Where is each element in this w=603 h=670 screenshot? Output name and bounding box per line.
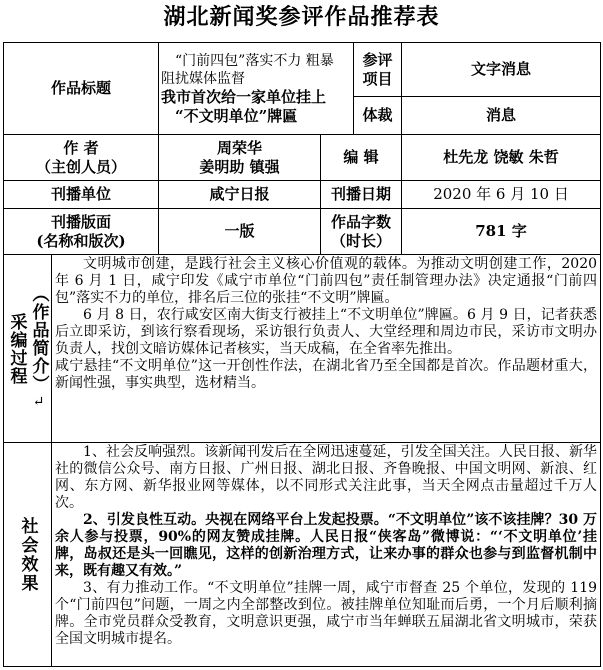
author-value-line2: 姜明助 镇强	[199, 157, 280, 176]
genre-value: 消息	[402, 97, 601, 135]
author-value	[159, 135, 321, 181]
intro-paragraph-1: 文明城市创建，是践行社会主义核心价值观的载体。为推动文明创建工作，2020 年 6 月 1 日，咸宁印发《咸宁市单位“门前四包”责任制管理办法》决定通报“门前四包”落实不力的单位，排名后三位的张挂“不文明”牌匾。	[55, 256, 598, 306]
publisher-label: 刊播单位	[4, 181, 159, 209]
entry-item-value: 文字消息	[402, 43, 601, 97]
edition-label-line2: (名称和版次)	[36, 231, 126, 250]
word-count-label-line2: （时长）	[331, 231, 392, 250]
word-count-label	[321, 209, 402, 255]
word-count-value: 781 字	[402, 209, 601, 255]
work-title-label: 作品标题	[4, 43, 159, 135]
effect-label-text: 社会效果	[17, 516, 38, 593]
return-mark-icon: ↵	[32, 394, 45, 410]
row-edition	[4, 209, 601, 255]
pub-date-label: 刊播日期	[321, 181, 402, 209]
author-label-line2: （主创人员）	[36, 157, 127, 176]
work-title-line3: 我市首次给一家单位挂上	[161, 87, 327, 106]
author-label-line1: 作 者	[63, 138, 99, 157]
editor-value: 杜先龙 饶敏 朱哲	[402, 135, 601, 181]
recommendation-form	[3, 42, 601, 667]
effect-content	[52, 443, 601, 667]
row-effect	[4, 443, 601, 667]
work-title-value	[159, 43, 354, 135]
intro-content	[52, 255, 601, 443]
page-title: 湖北新闻奖参评作品推荐表	[163, 4, 440, 30]
editor-label: 编 辑	[321, 135, 402, 181]
effect-paragraph-3: 3、有力推动工作。“不文明单位”挂牌一周，咸宁市督查 25 个单位，发现的 119 个“门前四包”问题，一周之内全部整改到位。被挂牌单位知耻而后勇，一个月后顺利摘牌。全市党员群众受教育，文明意识更强，咸宁市当年蝉联五届湖北省文明城市，荣获全国文明城市提名。	[55, 580, 598, 647]
effect-paragraph-1: 1、社会反响强烈。该新闻刊发后在全网迅速蔓延，引发全国关注。人民日报、新华社的微信公众号、南方日报、广州日报、湖北日报、齐鲁晚报、中国文明网、新浪、红网、东方网、新华报业网等媒体，以不同形式关注此事，当天全网点击量超过千万人次。	[55, 444, 598, 511]
intro-label-b: （作品简介）	[28, 285, 49, 393]
row-intro	[4, 255, 601, 443]
word-count-label-line1: 作品字数	[331, 212, 392, 231]
edition-value: 一版	[159, 209, 321, 255]
effect-paragraph-2: 2、引发良性互动。央视在网络平台上发起投票。“不文明单位”该不该挂牌？30 万余人参与投票，90%的网友赞成挂牌。人民日报“侠客岛”微博说：“‘不文明单位’挂牌，岛叔还是头一回瞧见，这样的创新治理方式，让来办事的群众也参与到监督机制中来，既有趣又有效。”	[55, 512, 598, 579]
row-publisher	[4, 181, 601, 209]
effect-label	[4, 443, 52, 667]
author-value-line1: 周荣华	[217, 138, 263, 157]
edition-label	[4, 209, 159, 255]
work-title-line4: “不文明单位”牌匾	[175, 106, 298, 125]
genre-label: 体裁	[354, 97, 402, 135]
author-label	[4, 135, 159, 181]
pub-date-value: 2020 年 6 月 10 日	[402, 181, 601, 209]
publisher-value: 咸宁日报	[159, 181, 321, 209]
row-title-entry	[4, 43, 601, 97]
intro-paragraph-3: 咸宁悬挂“不文明单位”这一开创性作法，在湖北省乃至全国都是首次。作品题材重大，新闻性强，事实典型，选材精当。	[55, 358, 598, 391]
entry-item-label: 参评项目	[354, 43, 402, 97]
row-author	[4, 135, 601, 181]
intro-label-a: 采编过程	[6, 312, 27, 385]
edition-label-line1: 刊播版面	[51, 212, 112, 231]
intro-paragraph-2: 6 月 8 日，农行咸安区南大街支行被挂上“不文明单位”牌匾。6 月 9 日，记者获悉后立即采访，到该行察看现场，采访银行负责人、大堂经理和周边市民，采访市文明办负责人，找创文暗访媒体记者核实，当天成稿，在全省率先推出。	[55, 307, 598, 357]
intro-label	[4, 255, 52, 443]
work-title-line2: 阻扰媒体监督	[161, 70, 246, 87]
work-title-line1: “门前四包”落实不力 粗暴	[175, 52, 334, 69]
